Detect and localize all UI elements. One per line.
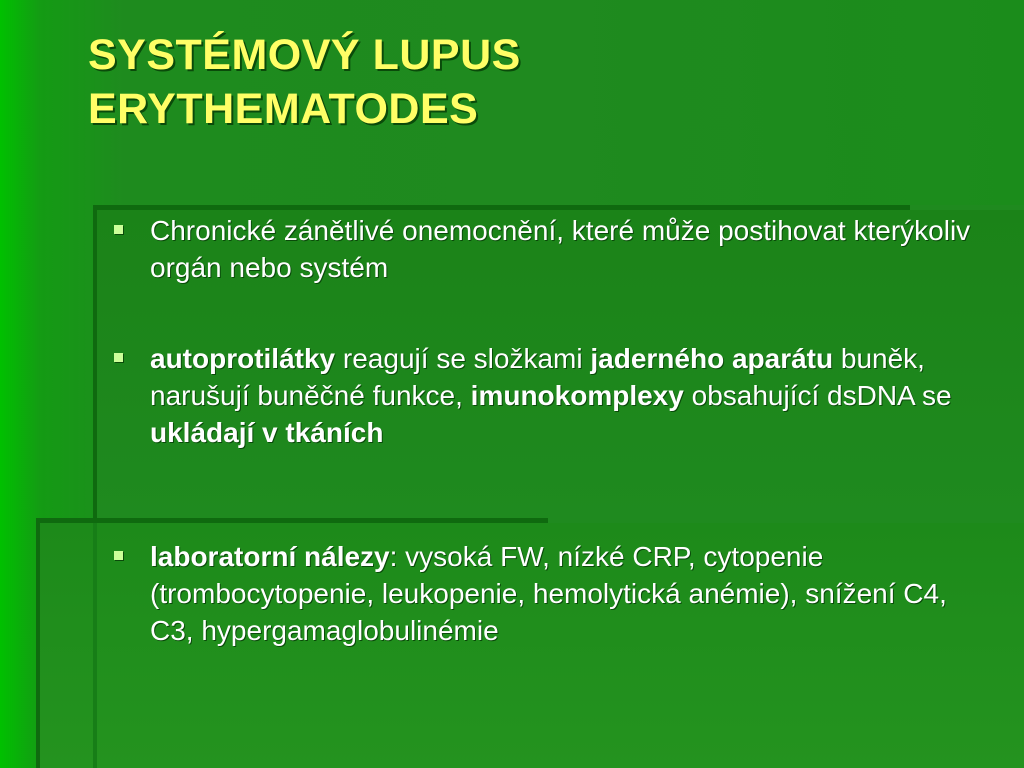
bullet-item-2 xyxy=(108,340,978,451)
bullet-2-bold-3: imunokomplexy xyxy=(470,380,684,411)
bullet-3-text-1: : vysoká FW, nízké CRP, cytopenie (trombocytopenie, leukopenie, hemolytická anémie), snížení C4, C3, hypergamaglobulinémie xyxy=(150,541,947,646)
slide-title-line-2: ERYTHEMATODES xyxy=(88,85,479,133)
bullet-2-text-2: buněk, narušují buněčné funkce, xyxy=(150,343,925,411)
bullet-2-bold-2: jaderného aparátu xyxy=(590,343,834,374)
bullet-3-bold-1: laboratorní nálezy xyxy=(150,541,390,572)
background-panel-divider xyxy=(93,523,97,768)
slide-title xyxy=(88,28,988,136)
bullet-2-text-3: obsahující dsDNA se xyxy=(683,380,952,411)
bullet-item-3 xyxy=(108,538,978,649)
slide-title-line-1: SYSTÉMOVÝ LUPUS xyxy=(88,31,521,79)
background-panel-upper-gap xyxy=(910,205,1024,210)
bullet-marker-icon xyxy=(114,225,123,234)
bullet-2-text-1: reagují se složkami xyxy=(335,343,591,374)
bullet-marker-icon xyxy=(114,353,123,362)
bullet-2-bold-4: ukládají v tkáních xyxy=(150,417,384,448)
bullet-marker-icon xyxy=(114,551,123,560)
bullet-item-1 xyxy=(108,212,978,286)
bullet-2-bold-1: autoprotilátky xyxy=(150,343,336,374)
background-panel-lower-gap xyxy=(548,518,1024,523)
bullet-1-text: Chronické zánětlivé onemocnění, které může postihovat kterýkoliv orgán nebo systém xyxy=(150,215,971,283)
